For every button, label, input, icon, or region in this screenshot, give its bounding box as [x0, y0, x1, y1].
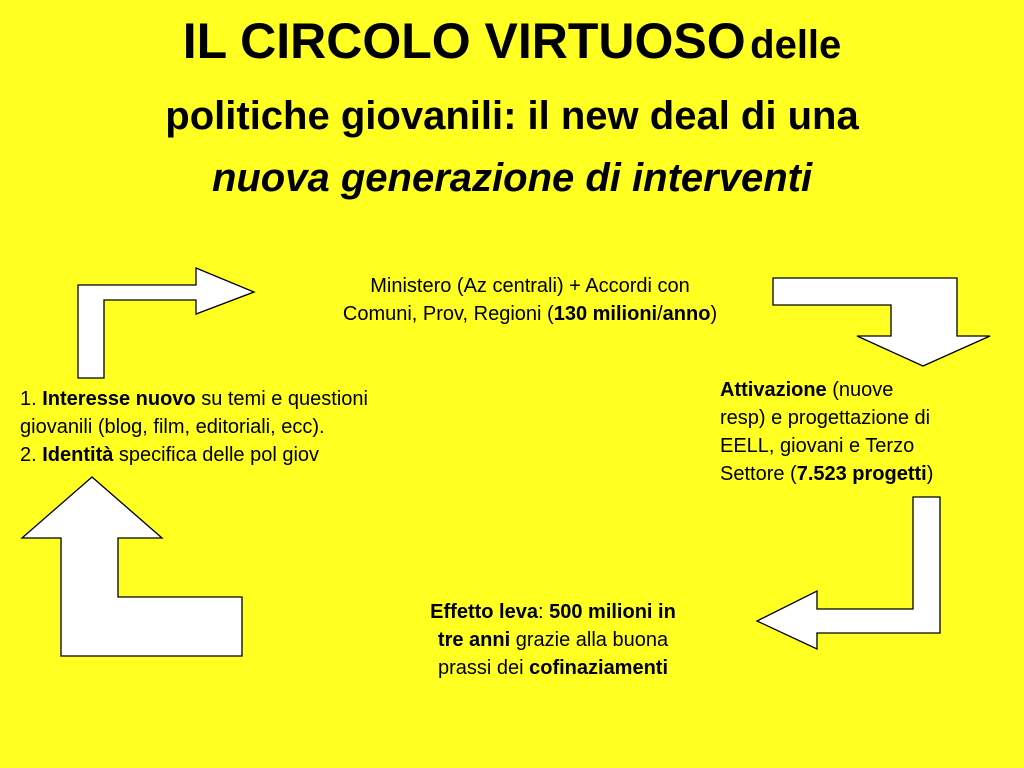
title-delle: delle [750, 23, 842, 67]
box-attivazione: Attivazione (nuove resp) e progettazione di EELL, giovani e Terzo Settore (7.523 progetti) [720, 379, 934, 485]
arrow-up-right [78, 268, 254, 378]
title-main: IL CIRCOLO VIRTUOSO [182, 13, 746, 69]
box-effetto-leva: Effetto leva: 500 milioni in tre anni grazie alla buona prassi dei cofinaziamenti [430, 601, 676, 679]
title-line-2: politiche giovanili: il new deal di una [165, 94, 859, 138]
arrow-down-left [757, 497, 940, 649]
arrow-left-up [22, 477, 242, 656]
box-ministero: Ministero (Az centrali) + Accordi con Comuni, Prov, Regioni (130 milioni/anno) [342, 275, 718, 325]
arrow-right-down [773, 278, 990, 366]
title-line-3: nuova generazione di interventi [211, 156, 813, 200]
box-interesse: 1. Interesse nuovo su temi e questioni giovanili (blog, film, editoriali, ecc). 2. Identità specifica delle pol giov [20, 388, 368, 466]
